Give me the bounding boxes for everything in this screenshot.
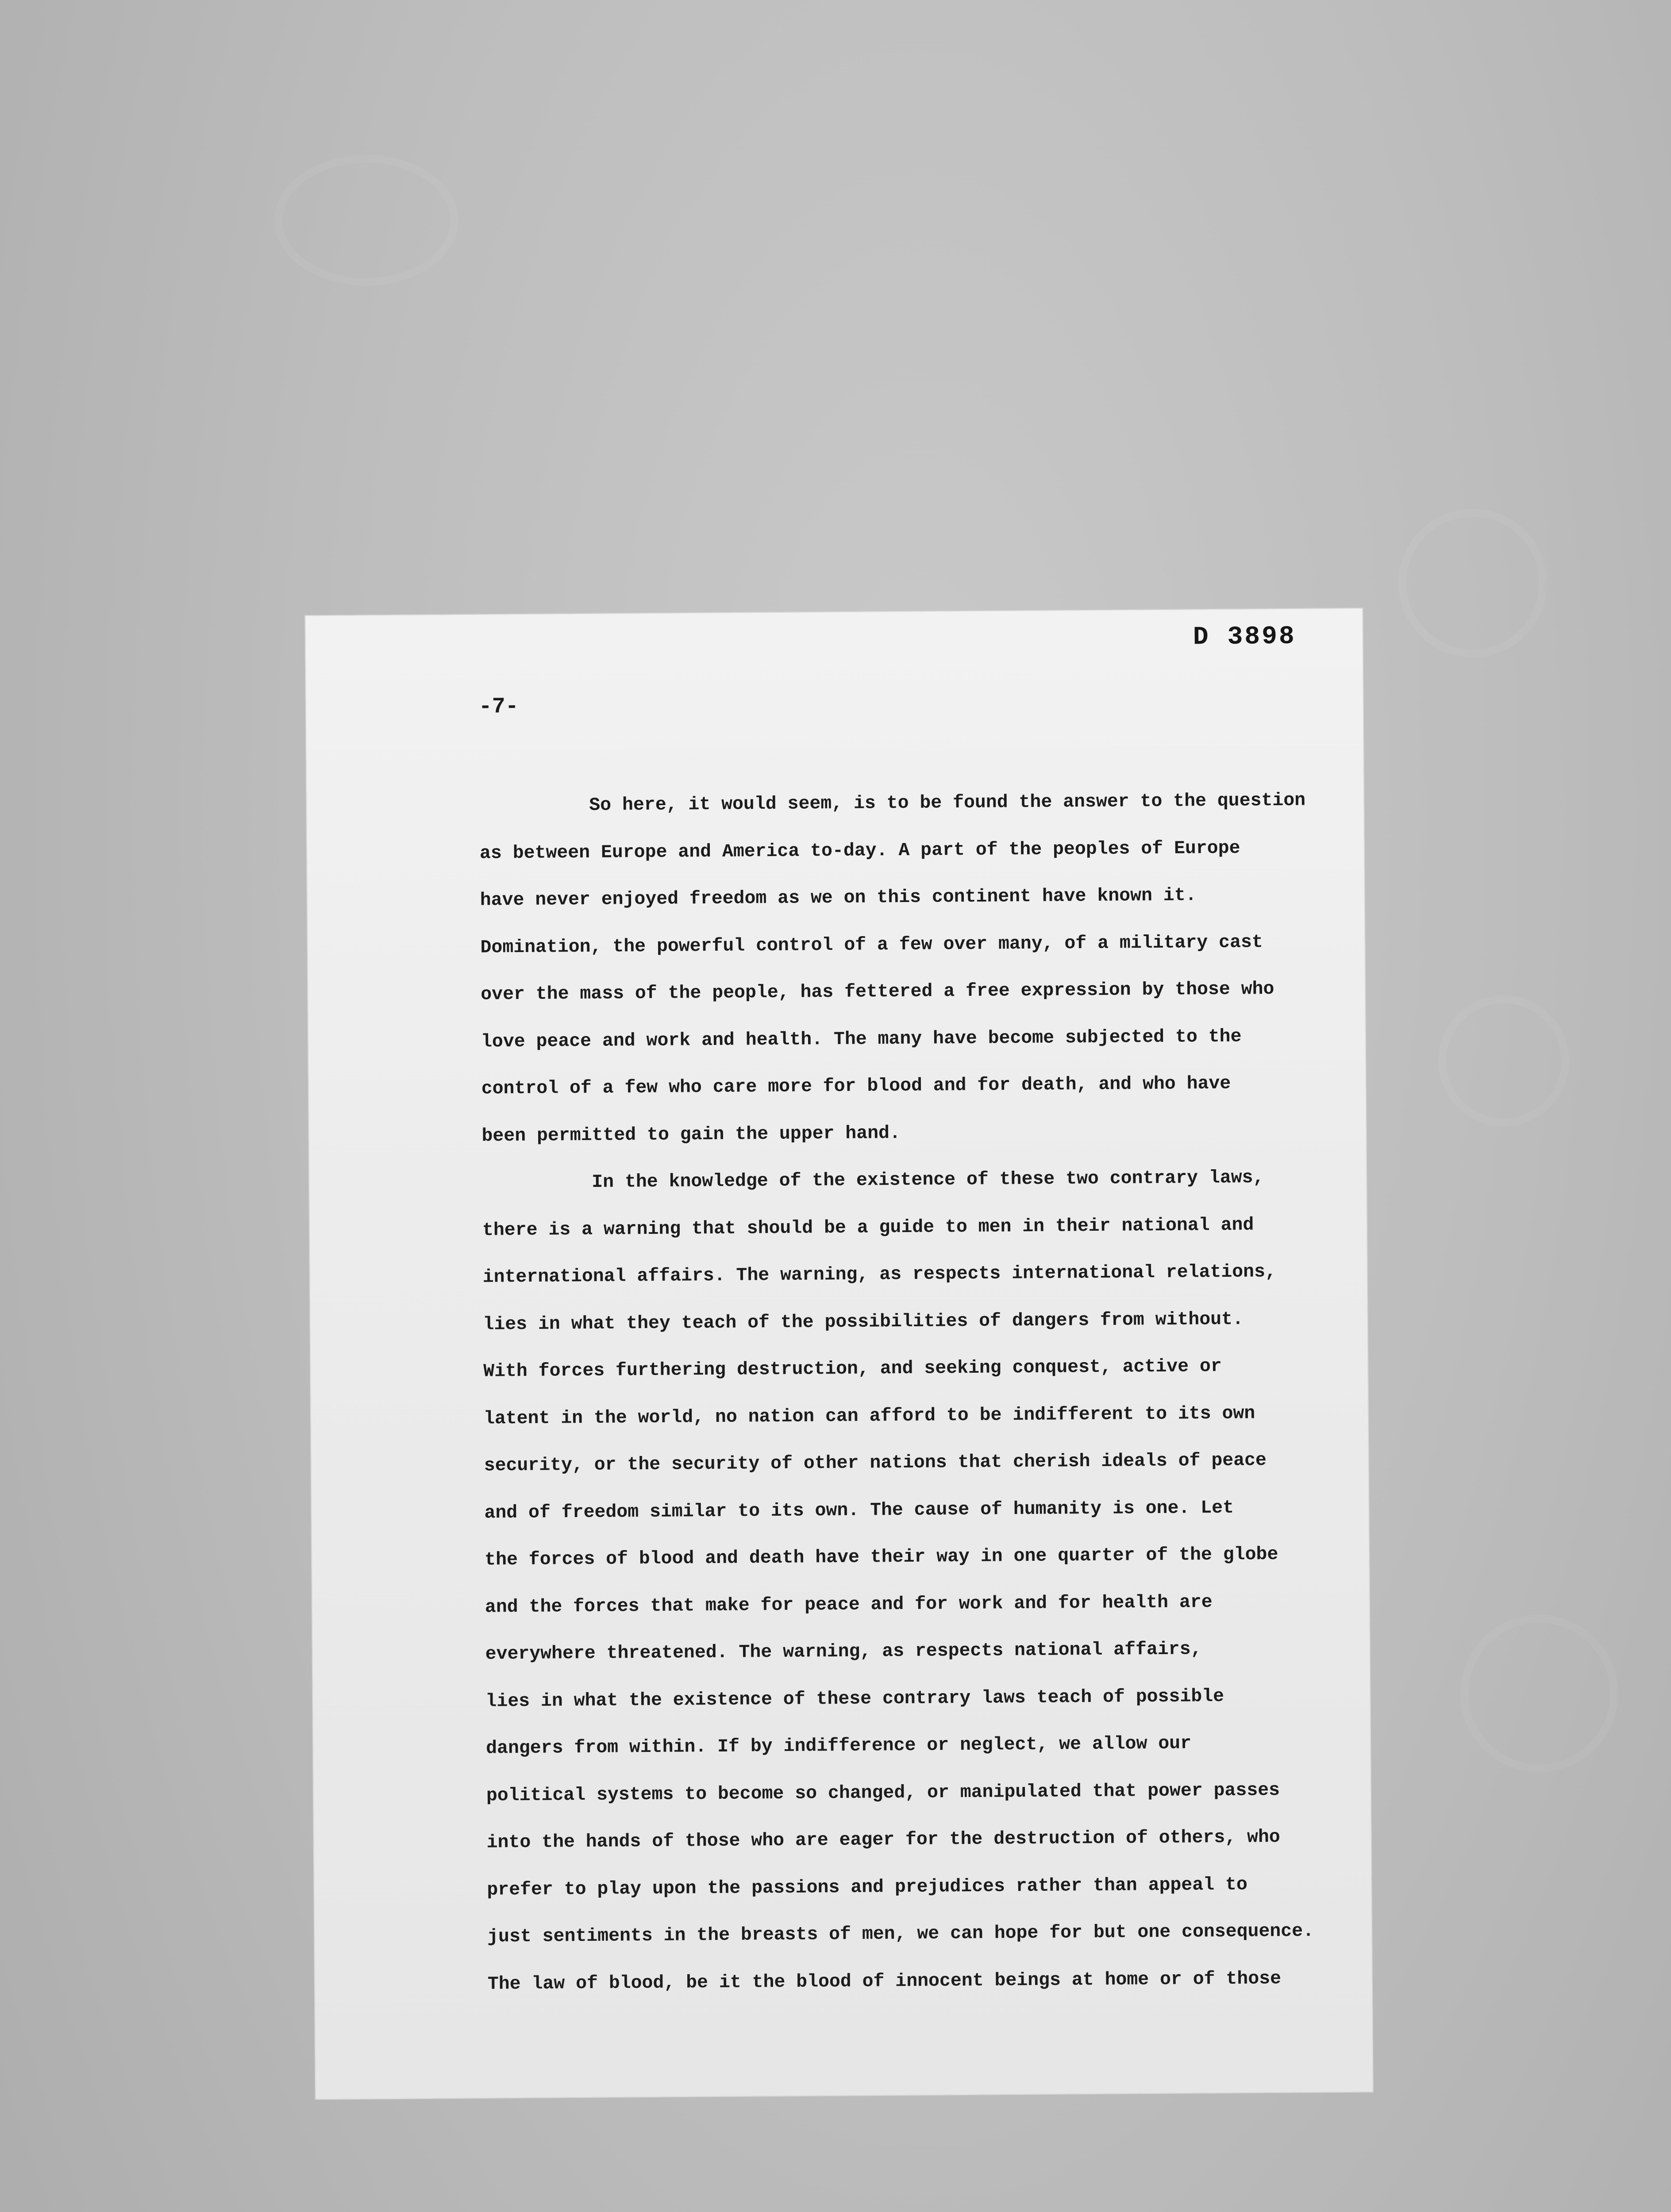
text-line: security, or the security of other nations that cherish ideals of peace (484, 1450, 1267, 1476)
text-line: as between Europe and America to-day. A part of the peoples of Europe (479, 837, 1240, 864)
text-line: everywhere threatened. The warning, as respects national affairs, (485, 1639, 1202, 1665)
text-line: just sentiments in the breasts of men, we can hope for but one consequence. (487, 1920, 1314, 1947)
body-text (479, 777, 1315, 2008)
text-line: and the forces that make for peace and for work and for health are (485, 1591, 1213, 1618)
background-mottle (1438, 995, 1569, 1126)
text-line: love peace and work and health. The many have become subjected to the (481, 1026, 1242, 1052)
background-mottle (274, 155, 458, 286)
text-line: over the mass of the people, has fettered a free expression by those who (481, 979, 1274, 1005)
text-line: So here, it would seem, is to be found the answer to the question (589, 790, 1306, 816)
text-line: In the knowledge of the existence of these two contrary laws, (592, 1167, 1264, 1193)
text-line: the forces of blood and death have their way in one quarter of the globe (485, 1544, 1278, 1571)
typed-page (305, 609, 1372, 2099)
text-line: and of freedom similar to its own. The cause of humanity is one. Let (484, 1497, 1234, 1524)
text-line: there is a warning that should be a guide to men in their national and (482, 1214, 1254, 1241)
text-line: With forces furthering destruction, and seeking conquest, active or (483, 1356, 1222, 1382)
background-mottle (1460, 1615, 1618, 1772)
text-line: prefer to play upon the passions and prejudices rather than appeal to (487, 1874, 1247, 1901)
text-line: international affairs. The warning, as respects international relations, (482, 1261, 1276, 1288)
text-line: lies in what the existence of these contrary laws teach of possible (485, 1686, 1224, 1712)
text-line: have never enjoyed freedom as we on this continent have known it. (480, 885, 1197, 911)
text-line: control of a few who care more for blood and for death, and who have (481, 1073, 1231, 1099)
page-number: -7- (478, 694, 519, 720)
text-line: been permitted to gain the upper hand. (481, 1122, 901, 1147)
text-line: The law of blood, be it the blood of innocent beings at home or of those (487, 1968, 1282, 1995)
text-line: into the hands of those who are eager for the destruction of others, who (486, 1827, 1280, 1853)
text-line: political systems to become so changed, or manipulated that power passes (486, 1779, 1280, 1806)
background-mottle (1398, 509, 1547, 657)
text-line: Domination, the powerful control of a few over many, of a military cast (480, 931, 1263, 958)
text-line: latent in the world, no nation can afford to be indifferent to its own (483, 1402, 1255, 1429)
text-line: lies in what they teach of the possibilities of dangers from without. (483, 1309, 1244, 1335)
text-line: dangers from within. If by indifference or neglect, we allow our (486, 1733, 1192, 1759)
document-number: D 3898 (1193, 622, 1296, 652)
